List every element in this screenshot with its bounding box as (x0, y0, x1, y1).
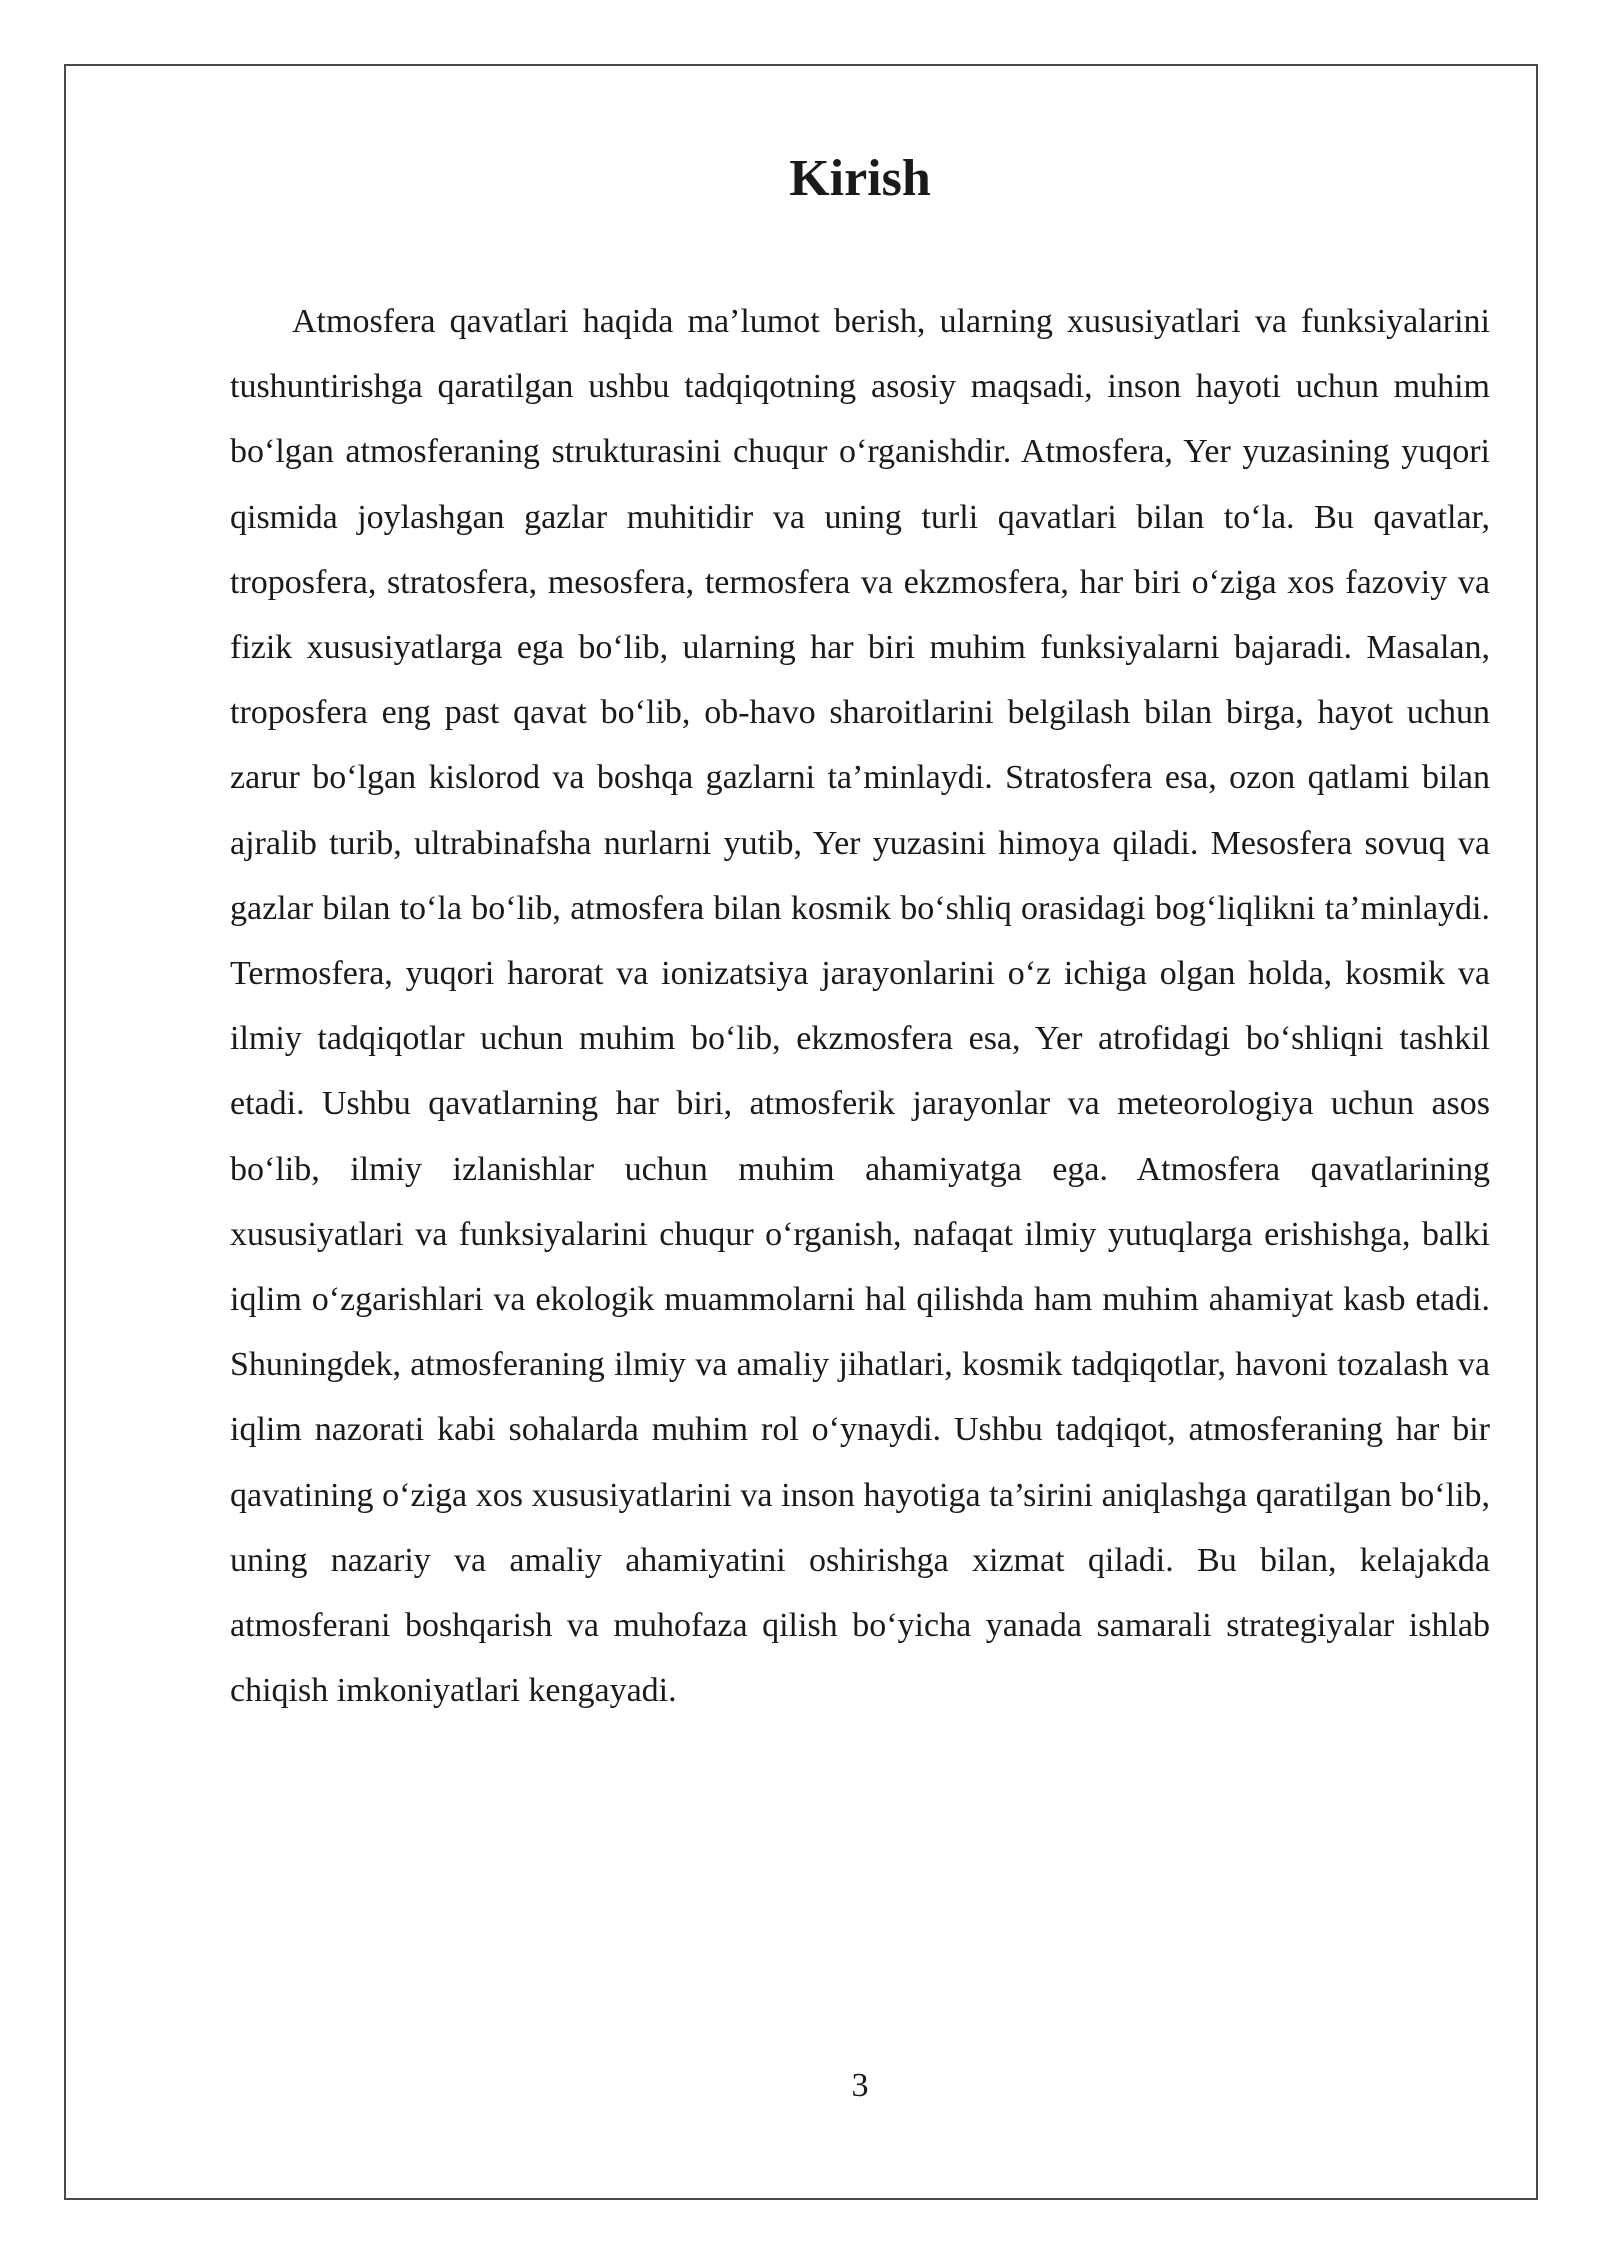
body-paragraph: Atmosfera qavatlari haqida ma’lumot berish, ularning xususiyatlari va funksiyalarini tushuntirishga qaratilgan ushbu tadqiqotning asosiy maqsadi, inson hayoti uchun muhim bo‘lgan atmosferaning strukturasini chuqur o‘rganishdir. Atmosfera, Yer yuzasining yuqori qismida joylashgan gazlar muhitidir va uning turli qavatlari bilan to‘la. Bu qavatlar, troposfera, stratosfera, mesosfera, termosfera va ekzmosfera, har biri o‘ziga xos fazoviy va fizik xususiyatlarga ega bo‘lib, ularning har biri muhim funksiyalarni bajaradi. Masalan, troposfera eng past qavat bo‘lib, ob-havo sharoitlarini belgilash bilan birga, hayot uchun zarur bo‘lgan kislorod va boshqa gazlarni ta’minlaydi. Stratosfera esa, ozon qatlami bilan ajralib turib, ultrabinafsha nurlarni yutib, Yer yuzasini himoya qiladi. Mesosfera sovuq va gazlar bilan to‘la bo‘lib, atmosfera bilan kosmik bo‘shliq orasidagi bog‘liqlikni ta’minlaydi. Termosfera, yuqori harorat va ionizatsiya jarayonlarini o‘z ichiga olgan holda, kosmik va ilmiy tadqiqotlar uchun muhim bo‘lib, ekzmosfera esa, Yer atrofidagi bo‘shliqni tashkil etadi. Ushbu qavatlarning har biri, atmosferik jarayonlar va meteorologiya uchun asos bo‘lib, ilmiy izlanishlar uchun muhim ahamiyatga ega. Atmosfera qavatlarining xususiyatlari va funksiyalarini chuqur o‘rganish, nafaqat ilmiy yutuqlarga erishishga, balki iqlim o‘zgarishlari va ekologik muammolarni hal qilishda ham muhim ahamiyat kasb etadi. Shuningdek, atmosferaning ilmiy va amaliy jihatlari, kosmik tadqiqotlar, havoni tozalash va iqlim nazorati kabi sohalarda muhim rol o‘ynaydi. Ushbu tadqiqot, atmosferaning har bir qavatining o‘ziga xos xususiyatlarini va inson hayotiga ta’sirini aniqlashga qaratilgan bo‘lib, uning nazariy va amaliy ahamiyatini oshirishga xizmat qiladi. Bu bilan, kelajakda atmosferani boshqarish va muhofaza qilish bo‘yicha yanada samarali strategiyalar ishlab chiqish imkoniyatlari kengayadi. (230, 303, 1490, 1710)
page-number: 3 (851, 2067, 869, 2104)
page-title: Kirish (789, 150, 931, 207)
